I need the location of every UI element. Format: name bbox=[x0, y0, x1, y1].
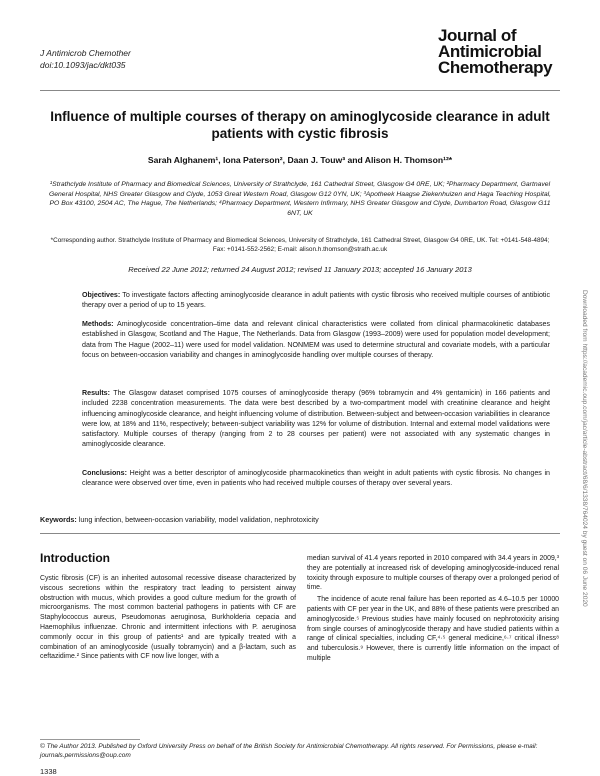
abstract-conclusions bbox=[82, 468, 550, 489]
methods-label: Methods: bbox=[82, 320, 114, 328]
objectives-text: To investigate factors affecting aminoglycoside clearance in adult patients with cystic fibrosis who received multiple courses of antibiotic therapy over a period of up to 15 years. bbox=[82, 291, 550, 310]
article-title: Influence of multiple courses of therapy on aminoglycoside clearance in adult patients with cystic fibrosis bbox=[50, 109, 550, 141]
citation bbox=[40, 47, 131, 71]
affiliations: ¹Strathclyde Institute of Pharmacy and Biomedical Sciences, University of Strathclyde, 161 Cathedral Street, Glasgow G4 0RE, UK; ²Pharmacy Department, Gartnavel General Hospital, NHS Greater Glasgow and Clyde, 1053 Great Western Road, Glasgow G12 0YN, UK; ³Apotheek Haagse Ziekenhuizen and Haga Teaching Hospital, PO Box 43100, 2504 AC, The Hague, The Netherlands; ⁴Pharmacy Department, Western Infirmary, NHS Greater Glasgow and Clyde, Dumbarton Road, Glasgow G11 6NT, UK bbox=[48, 181, 552, 217]
journal-short: J Antimicrob Chemother bbox=[40, 48, 131, 58]
section-divider bbox=[40, 533, 560, 534]
intro-right-paragraph-1: median survival of 41.4 years reported in 2010 compared with 34.4 years in 2009,³ they are potentially at increased risk of developing aminoglycoside-induced renal toxicity through exposure to multiple courses of therapy over a prolonged period of time. bbox=[307, 555, 559, 592]
logo-line-1: Journal of bbox=[438, 26, 517, 45]
footer-divider bbox=[40, 739, 140, 740]
conclusions-label: Conclusions: bbox=[82, 469, 127, 477]
keywords-text: lung infection, between-occasion variability, model validation, nephrotoxicity bbox=[76, 515, 319, 524]
conclusions-text: Height was a better descriptor of aminoglycoside pharmacokinetics than weight in adult patients with cystic fibrosis. No changes in clearance were observed over time, even in patients who had received multiple courses of therapy over several years. bbox=[82, 469, 550, 488]
copyright-notice: © The Author 2013. Published by Oxford University Press on behalf of the British Society for Antimicrobial Chemotherapy. All rights reserved. For Permissions, please e-mail: journals.permissions@oup.com bbox=[40, 743, 538, 759]
header-divider bbox=[40, 90, 560, 91]
objectives-label: Objectives: bbox=[82, 291, 121, 299]
download-watermark: Downloaded from https://academic.oup.com/jac/article-abstract/68/6/1338/764024 by guest on 06 June 2020 bbox=[581, 290, 588, 607]
received-dates: Received 22 June 2012; returned 24 August 2012; revised 11 January 2013; accepted 16 January 2013 bbox=[128, 265, 472, 274]
keywords-label: Keywords: bbox=[40, 515, 77, 524]
intro-right-paragraph-2: The incidence of acute renal failure has been reported as 4.6–10.5 per 10000 patients with CF per year in the UK, and 88% of these patients were prescribed an aminoglycoside.⁵ Previous studies have mainly focused on nephrotoxicity arising from single courses of aminoglycoside therapy and have studied patients within a range of clinical specialties, including CF,⁴·⁵ general medicine,⁶·⁷ critical illness⁸ and tuberculosis.⁹ However, there is currently little information on the impact of multiple bbox=[307, 596, 559, 662]
doi: doi:10.1093/jac/dkt035 bbox=[40, 60, 126, 70]
abstract-results bbox=[82, 388, 550, 450]
results-label: Results: bbox=[82, 389, 110, 397]
author-list: Sarah Alghanem¹, Iona Paterson², Daan J. Touw³ and Alison H. Thomson¹²* bbox=[147, 155, 453, 165]
logo-line-3: Chemotherapy bbox=[438, 58, 553, 77]
page-number: 1338 bbox=[40, 767, 57, 776]
corresponding-author: *Corresponding author. Strathclyde Institute of Pharmacy and Biomedical Sciences, University of Strathclyde, 161 Cathedral Street, Glasgow G4 0RE, UK. Tel: +0141-548-4894; Fax: +0141-552-2562; E-mail: alison.h.thomson@strath.ac.uk bbox=[50, 237, 550, 254]
intro-left-column: Cystic fibrosis (CF) is an inherited autosomal recessive disease characterized by viscous secretions within the respiratory tract leading to persistent airway obstruction with mucus, which provides a good culture medium for the growth of microorganisms. The most common bacterial pathogens in patients with CF are Staphylococcus aureus, Pseudomonas aeruginosa, Burkholderia cepacia and Haemophilus influenzae. Chronic and intermittent infections with P. aeruginosa commonly occur in this group of patients¹ and are typically treated with a combination of an aminoglycoside (usually tobramycin) and a β-lactam, such as ceftazidime.² Since patients with CF now live longer, with a bbox=[40, 575, 296, 661]
results-text: The Glasgow dataset comprised 1075 courses of aminoglycoside therapy (96% tobramycin and 4% gentamicin) in 166 patients and included 2238 concentration measurements. The data were best described by a two-compartment model with creatinine clearance and height influencing aminoglycoside clearance, and height influencing volume of distribution. Between-subject and between-occasion variabilities in clearance were low, at 18% and 11%, respectively; between-subject variability was 12% for volume of distribution. Internal and external model validations were satisfactory. Multiple courses of therapy (ranging from 2 to 28 courses per patient) were not associated with any systematic changes in aminoglycoside clearance. bbox=[82, 389, 550, 449]
journal-logo bbox=[438, 28, 560, 76]
logo-line-2: Antimicrobial bbox=[438, 42, 542, 61]
introduction-heading: Introduction bbox=[40, 551, 110, 565]
abstract-methods bbox=[82, 319, 550, 360]
keywords bbox=[40, 515, 550, 524]
intro-right-column bbox=[307, 554, 559, 666]
abstract-objectives bbox=[82, 290, 550, 311]
methods-text: Aminoglycoside concentration–time data and relevant clinical characteristics were collated from clinical pharmacokinetic databases established in Glasgow, Scotland and The Hague, The Netherlands. Data from Glasgow (1993–2009) were used for population model development; data from The Hague (2002–11) were used for model validation. NONMEM was used to determine structural and covariate models, with a particular focus on between-occasion variability and changes in aminoglycoside handling over multiple courses of therapy. bbox=[82, 320, 550, 359]
